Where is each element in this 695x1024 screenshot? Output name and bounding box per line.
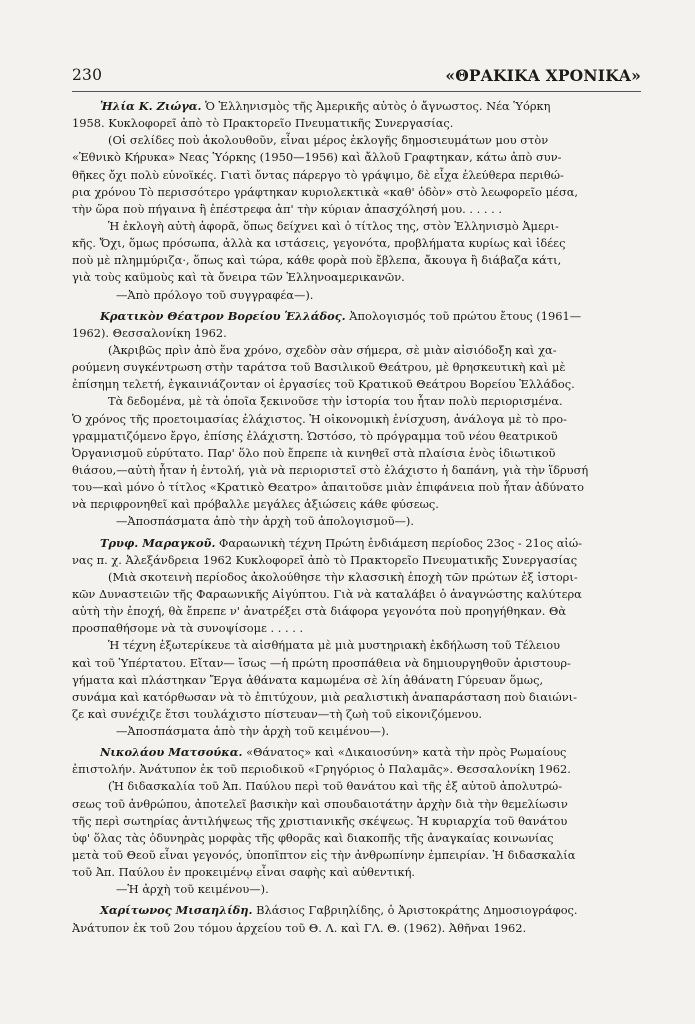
entry-text-line: ὑφ' ὅλας τὰς ὀδυνηρὰς μορφὰς τῆς φθορᾶς καὶ διακοπῆς τῆς ἀναγκαίας κοινωνίας xyxy=(72,830,554,845)
entry-heading-line: Τρυφ. Μαραγκοῦ. Φαραωνικὴ τέχνη Πρώτη ἐνδιάμεση περίοδος 23ος - 21ος αἰώ- xyxy=(100,535,583,550)
entry-text-line: ἐπίσημη τελετή, ἐγκαινιάζονταν οἱ ἐργασίες τοῦ Κρατικοῦ Θεάτρου Βορείου Ἑλλάδος. xyxy=(72,377,575,392)
entry-text-line: συνάμα καὶ κατόρθωσαν νὰ τὸ ἐπιτύχουν, μιὰ ρεαλιστικὴ ἀναπαράσταση ποὺ διαιώνι- xyxy=(72,689,577,704)
entry-text-line: ζε καὶ συνέχιζε ἔτσι τουλάχιστο πίστευαν—τὴ ζωὴ τοῦ εἰκονιζόμενου. xyxy=(72,706,482,721)
entry-text-line: καὶ τοῦ Ὑπέρτατου. Εἴταν— ἴσως —ἡ πρώτη προσπάθεια νὰ δημιουργηθοῦν ἀριστουρ- xyxy=(72,655,571,670)
journal-title: «ΘΡΑΚΙΚΑ ΧΡΟΝΙΚΑ» xyxy=(445,66,641,85)
entry-heading-line: Νικολάου Ματσούκα. «Θάνατος» καὶ «Δικαιοσύνη» κατὰ τὴν πρὸς Ρωμαίους xyxy=(100,745,567,760)
entry-source-note: —Ἀποσπάσματα ἀπὸ τὴν ἀρχὴ τοῦ κειμένου—). xyxy=(116,724,390,739)
entry-heading-line: Χαρίτωνος Μισαηλίδη. Βλάσιος Γαβριηλίδης, ὁ Ἀριστοκράτης Δημοσιογράφος. xyxy=(100,903,578,918)
entry-text-line: τῆς περὶ σωτηρίας ἀντιλήψεως τῆς χριστιανικῆς σκέψεως. Ἡ κυριαρχία τοῦ θανάτου xyxy=(72,813,568,828)
entry-source-note: —Ἡ ἀρχὴ τοῦ κειμένου—). xyxy=(116,882,269,897)
entry-text-line: (Ἀκριβῶς πρὶν ἀπὸ ἕνα χρόνο, σχεδὸν σὰν σήμερα, σὲ μιὰν αἰσιόδοξη καὶ χα- xyxy=(108,342,557,357)
entry-text-line: Ἡ ἐκλογὴ αὐτὴ ἀφορᾶ, ὅπως δείχνει καὶ ὁ τίτλος της, στὸν Ἑλληνισμὸ Ἀμερι- xyxy=(108,218,559,233)
page-number: 230 xyxy=(72,66,103,84)
entry-text-line: θιάσου,—αὐτὴ ἦταν ἡ ἐντολή, γιὰ νὰ περιοριστεῖ στὸ ἐλάχιστο ἡ δαπάνη, γιὰ τὴν ἵδρυσή xyxy=(72,462,589,477)
entry-text-line: Ἀνάτυπον ἐκ τοῦ 2ου τόμου ἀρχείου τοῦ Θ. Λ. καὶ ΓΛ. Θ. (1962). Ἀθῆναι 1962. xyxy=(72,920,527,935)
entry-text-line: (Οἱ σελίδες ποὺ ἀκολουθοῦν, εἶναι μέρος ἐκλογῆς δημοσιευμάτων μου στὸν xyxy=(108,133,549,148)
header-rule xyxy=(72,91,641,92)
entry-author: Τρυφ. Μαραγκοῦ. xyxy=(100,535,216,550)
entry-text-line: ρια χρόνου Τὸ περισσότερο γράφτηκαν κυριολεκτικὰ «καθ' ὁδὸν» στὸ λεωφορεῖο μέσα, xyxy=(72,184,579,199)
entry-text-line: κῆς. Ὄχι, ὅμως πρόσωπα, ἀλλὰ κα ιστάσεις, γεγονότα, προβλήματα κυρίως καὶ ἰδέες xyxy=(72,236,566,251)
entry-author: Κρατικὸν Θέατρον Βορείου Ἑλλάδος. xyxy=(100,308,346,323)
entry-text-line: ποὺ μὲ πλημμύριζα·, ὅπως καὶ τώρα, κάθε φορὰ ποὺ ἔβλεπα, ἄκουγα ἢ διάβαζα κάτι, xyxy=(72,253,562,268)
entry-text-line: νὰ περιφρονηθεῖ καὶ πρόβαλλε μεγάλες ἀξιώσεις κάθε φύσεως. xyxy=(72,497,439,512)
entry-text-line: τοῦ Ἀπ. Παύλου ἐν προκειμένῳ εἶναι σαφὴς καὶ αὐθεντική. xyxy=(72,865,416,880)
entry-author: Ἠλία Κ. Ζιώγα. xyxy=(100,99,202,113)
entry-text-line: Ἡ τέχνη ἐξωτερίκευε τὰ αἰσθήματα μὲ μιὰ μυστηριακὴ ἐκδήλωση τοῦ Τέλειου xyxy=(108,638,561,653)
entry-text-line: (Ἡ διδασκαλία τοῦ Ἀπ. Παύλου περὶ τοῦ θανάτου καὶ τῆς ἐξ αὐτοῦ ἀπολυτρώ- xyxy=(108,779,563,794)
entry-source-note: —Ἀποσπάσματα ἀπὸ τὴν ἀρχὴ τοῦ ἀπολογισμοῦ—). xyxy=(116,514,414,529)
running-header xyxy=(72,66,641,88)
entry-text-line: Τὰ δεδομένα, μὲ τὰ ὁποῖα ξεκινοῦσε τὴν ἱστορία του ἦταν πολὺ περιορισμένα. xyxy=(108,394,563,409)
entry-text-line: ἐπιστολήν. Ἀνάτυπον ἐκ τοῦ περιοδικοῦ «Γρηγόριος ὁ Παλαμᾶς». Θεσσαλονίκη 1962. xyxy=(72,762,571,777)
entry-text-line: νας π. χ. Ἀλεξάνδρεια 1962 Κυκλοφορεῖ ἀπὸ τὸ Πρακτορεῖο Πνευματικῆς Συνεργασίας xyxy=(72,552,578,567)
entry-source-note: —Ἀπὸ πρόλογο τοῦ συγγραφέα—). xyxy=(116,287,314,302)
entry-heading-line: Κρατικὸν Θέατρον Βορείου Ἑλλάδος. Ἀπολογισμός τοῦ πρώτου ἔτους (1961— xyxy=(100,308,582,323)
entry-text-line: κῶν Δυναστειῶν τῆς Φαραωνικῆς Αἰγύπτου. Γιὰ νὰ καταλάβει ὁ ἀναγνώστης καλύτερα xyxy=(72,586,582,601)
entry-text-line: του—καὶ μόνο ὁ τίτλος «Κρατικὸ Θεατρο» ἀπαιτοῦσε μιὰν ἐπιφάνεια ποὺ ἦταν ἀδύνατο xyxy=(72,480,584,495)
entry-text-line: ρούμενη συγκέντρωση στὴν ταράτσα τοῦ Βασιλικοῦ Θεάτρου, μὲ θρησκευτικὴ καὶ μὲ xyxy=(72,360,566,375)
entry-author: Χαρίτωνος Μισαηλίδη. xyxy=(100,903,253,918)
entry-text-line: θῆκες ὄχι πολὺ εὐνοϊκές. Γιατὶ ὄντας πάρεργο τὸ γράψιμο, δὲ εἶχα ἐλεύθερα περιθώ- xyxy=(72,167,564,182)
entry-text-line: γραμματιζόμενο ἔργο, ἐπίσης ἐλάχιστη. Ὡστόσο, τὸ πρόγραμμα τοῦ νέου θεατρικοῦ xyxy=(72,428,558,443)
entry-text-line: Ὀργανισμοῦ εὐρύτατο. Παρ' ὅλο ποὺ ἔπρεπε ιὰ κινηθεῖ στὰ πλαίσια ἑνὸς ἰδιωτικοῦ xyxy=(72,445,556,460)
entry-text-line: μετὰ τοῦ Θεοῦ εἶναι γεγονός, ὑποπῖπτον εἰς τὴν ἀνθρωπίνην ἐμπειρίαν. Ἡ διδασκαλία xyxy=(72,848,576,863)
entry-text-line: σεως τοῦ ἀνθρώπου, ἀποτελεῖ βασικὴν καὶ σπουδαιοτάτην ἀρχὴν διὰ τὴν θεμελίωσιν xyxy=(72,796,568,811)
entry-text-line: τὴν ὥρα ποὺ πήγαινα ἢ ἐπέστρεφα ἀπ' τὴν κύριαν ἀπασχόλησή μου. . . . . . xyxy=(72,201,503,216)
entry-text-line: Ὁ χρόνος τῆς προετοιμασίας ἐλάχιστος. Ἡ οἰκονομικὴ ἐνίσχυση, ἀνάλογα μὲ τὸ προ- xyxy=(72,411,568,426)
entry-text-line: γήματα καὶ πλάστηκαν Ἔργα ἀθάνατα καμωμένα σὲ λίη ἀθάνατη Γύρευαν ὅμως, xyxy=(72,672,544,687)
review-list xyxy=(72,98,641,937)
entry-text-line: (Μιὰ σκοτεινὴ περίοδος ἀκολούθησε τὴν κλασσικὴ ἐποχὴ τῶν πρώτων ἐξ ἱστορι- xyxy=(108,569,578,584)
entry-heading-line: Ἠλία Κ. Ζιώγα. Ὁ Ἑλληνισμὸς τῆς Ἀμερικῆς αὐτὸς ὁ ἄγνωστος. Νέα Ὑόρκη xyxy=(100,99,551,113)
entry-text-line: αὐτὴ τὴν ἐποχή, θὰ ἔπρεπε ν' ἀνατρέξει στὰ διάφορα γεγονότα ποὺ προηγήθηκαν. Θὰ xyxy=(72,604,567,619)
entry-text-line: προσπαθήσομε νὰ τὰ συνοψίσομε . . . . . xyxy=(72,621,304,636)
entry-author: Νικολάου Ματσούκα. xyxy=(100,745,243,760)
entry-text-line: «Ἐθνικὸ Κήρυκα» Νεας Ὑόρκης (1950—1956) καὶ ἄλλοῦ Γραφτηκαν, κάτω ἀπὸ συν- xyxy=(72,150,562,165)
entry-text-line: γιὰ τοὺς καϋμοὺς καὶ τὰ ὄνειρα τῶν Ἑλληνοαμερικανῶν. xyxy=(72,270,405,285)
entry-text-line: 1958. Κυκλοφορεῖ ἀπὸ τὸ Πρακτορεῖο Πνευματικῆς Συνεργασίας. xyxy=(72,116,454,131)
entry-text-line: 1962). Θεσσαλονίκη 1962. xyxy=(72,325,227,340)
